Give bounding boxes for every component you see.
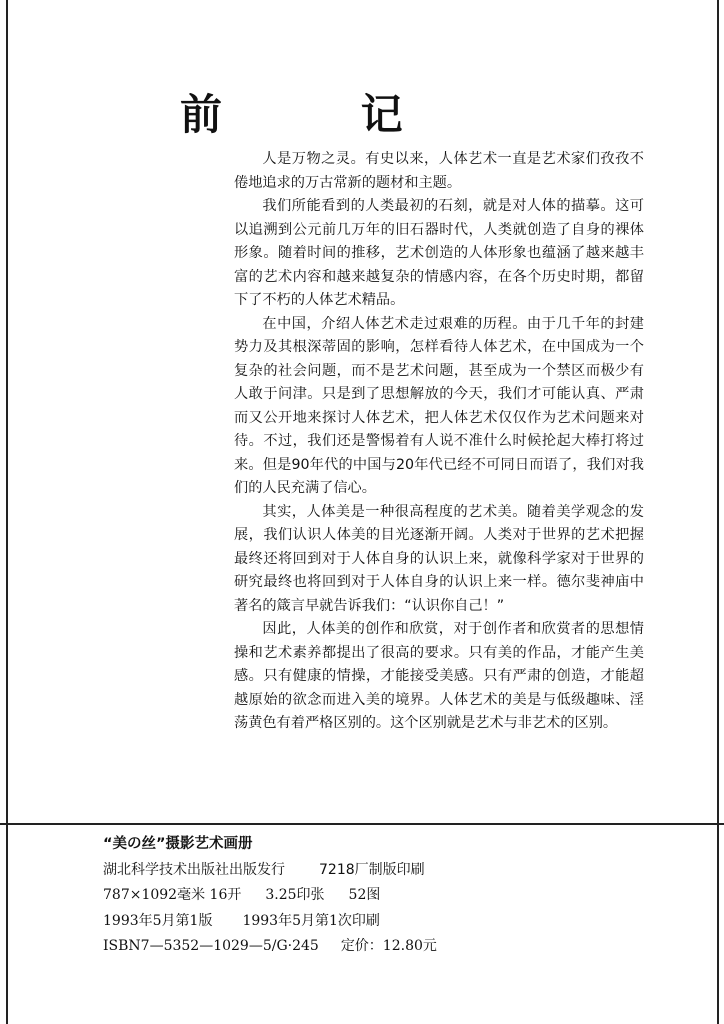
edition-info: 1993年5月第1版 <box>103 912 213 929</box>
right-border-line <box>717 0 719 1024</box>
preface-paragraph: 我们所能看到的人类最初的石刻，就是对人体的描摹。这可以追溯到公元前几万年的旧石器时代，人类就创造了自身的裸体形象。随着时间的推移，艺术创造的人体形象也蕴涵了越来越丰富的艺术内容和越来越复杂的情感内容，在各个历史时期，都留下了不朽的人体艺术精品。 <box>234 198 644 308</box>
publisher: 湖北科学技术出版社出版发行 <box>103 861 285 878</box>
plate-count: 52图 <box>348 887 381 903</box>
page-title: 前 记 <box>180 90 465 139</box>
colophon-divider <box>0 823 724 825</box>
preface-paragraph: 在中国，介绍人体艺术走过艰难的历程。由于几千年的封建势力及其根深蒂固的影响，怎样看待人体艺术，在中国成为一个复杂的社会问题，而不是艺术问题，甚至成为一个禁区而极少有人敢于问津。只是到了思想解放的今天，我们才可能认真、严肃而又公开地来探讨人体艺术，把人体艺术仅仅作为艺术问题来对待。不过，我们还是警惕着有人说不准什么时候抡起大棒打将过来。但是90年代的中国与20年代已经不可同日而语了，我们对我们的人民充满了信心。 <box>234 315 644 496</box>
price: 定价：12.80元 <box>340 938 437 954</box>
preface-paragraph: 人是万物之灵。有史以来，人体艺术一直是艺术家们孜孜不倦地追求的万古常新的题材和主题。 <box>234 151 644 191</box>
sheet-count: 3.25印张 <box>265 887 325 903</box>
preface-paragraph: 因此，人体美的创作和欣赏，对于创作者和欣赏者的思想情操和艺术素养都提出了很高的要求。只有美的作品，才能产生美感。只有健康的情操，才能接受美感。只有严肃的创造，才能超越原始的欲念而进入美的境界。人体艺术的美是与低级趣味、淫荡黄色有着严格区别的。这个区别就是艺术与非艺术的区别。 <box>234 621 644 731</box>
colophon <box>103 832 663 960</box>
isbn: ISBN7—5352—1029—5/G·245 <box>103 938 319 954</box>
left-border-line <box>6 0 8 1024</box>
printing-info: 1993年5月第1次印刷 <box>242 912 380 929</box>
book-title: “美の丝”摄影艺术画册 <box>103 836 253 852</box>
preface-paragraph: 其实，人体美是一种很高程度的艺术美。随着美学观念的发展，我们认识人体美的目光逐渐开阔。人类对于世界的艺术把握最终还将回到对于人体自身的认识上来，就像科学家对于世界的研究最终也将回到对于人体自身的认识上来一样。德尔斐神庙中著名的箴言早就告诉我们：“认识你自己！” <box>234 503 644 614</box>
printer: 7218厂制版印刷 <box>319 861 425 878</box>
preface-body <box>234 148 644 736</box>
book-format: 787×1092毫米 16开 <box>103 887 242 903</box>
